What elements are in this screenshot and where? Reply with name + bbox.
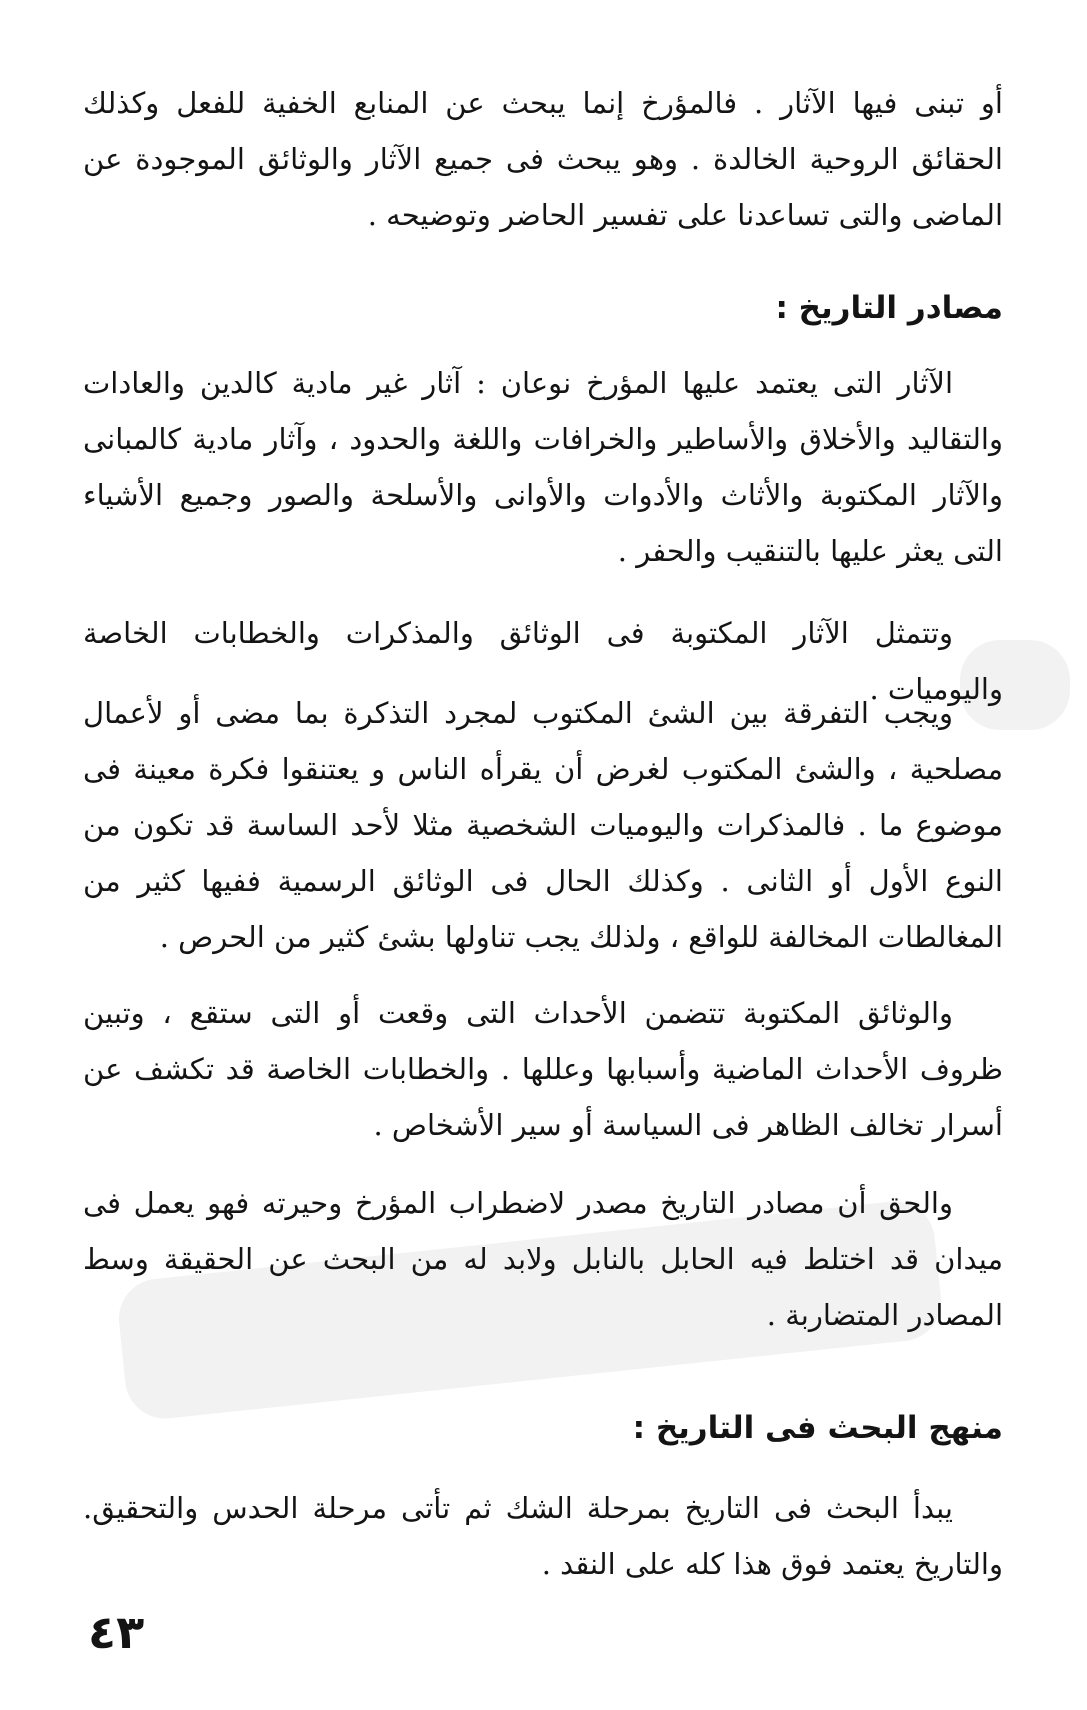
sources-paragraph-3: ويجب التفرقة بين الشئ المكتوب لمجرد التذكرة بما مضى أو لأعمال مصلحية ، والشئ المكتوب لغرض أن يقرأه الناس و يعتنقوا فكرة معينة فى موضوع ما . فالمذكرات واليوميات الشخصية مثلا لأحد الساسة قد تكون من النوع الأول أو الثانى . وكذلك الحال فى الوثائق الرسمية ففيها كثير من المغالطات المخالفة للواقع ، ولذلك يجب تناولها بشئ كثير من الحرص . xyxy=(83,696,1003,954)
sources-paragraph-4: والوثائق المكتوبة تتضمن الأحداث التى وقعت أو التى ستقع ، وتبين ظروف الأحداث الماضية وأسبابها وعللها . والخطابات الخاصة قد تكشف عن أسرار تخالف الظاهر فى السياسة أو سير الأشخاص . xyxy=(83,996,1003,1142)
intro-paragraph: أو تبنى فيها الآثار . فالمؤرخ إنما يبحث عن المنابع الخفية للفعل وكذلك الحقائق الروحية الخالدة . وهو يبحث فى جميع الآثار والوثائق الموجودة عن الماضى والتى تساعدنا على تفسير الحاضر وتوضيحه . xyxy=(83,86,1003,232)
heading-method: منهج البحث فى التاريخ : xyxy=(632,1410,1003,1446)
sources-paragraph-2: وتتمثل الآثار المكتوبة فى الوثائق والمذكرات والخطابات الخاصة واليوميات . xyxy=(83,616,1003,706)
heading-sources: مصادر التاريخ : xyxy=(775,290,1003,326)
page-number: ٤٣ xyxy=(88,1605,145,1659)
method-paragraph: يبدأ البحث فى التاريخ بمرحلة الشك ثم تأتى مرحلة الحدس والتحقيق. والتاريخ يعتمد فوق هذا كله على النقد . xyxy=(83,1491,1003,1581)
sources-paragraph-5: والحق أن مصادر التاريخ مصدر لاضطراب المؤرخ وحيرته فهو يعمل فى ميدان قد اختلط فيه الحابل بالنابل ولابد له من البحث عن الحقيقة وسط المصادر المتضاربة . xyxy=(83,1186,1003,1332)
sources-paragraph-1: الآثار التى يعتمد عليها المؤرخ نوعان : آثار غير مادية كالدين والعادات والتقاليد والأخلاق والأساطير والخرافات واللغة والحدود ، وآثار مادية كالمبانى والآثار المكتوبة والأثاث والأدوات والأوانى والأسلحة والصور وجميع الأشياء التى يعثر عليها بالتنقيب والحفر . xyxy=(83,366,1003,568)
